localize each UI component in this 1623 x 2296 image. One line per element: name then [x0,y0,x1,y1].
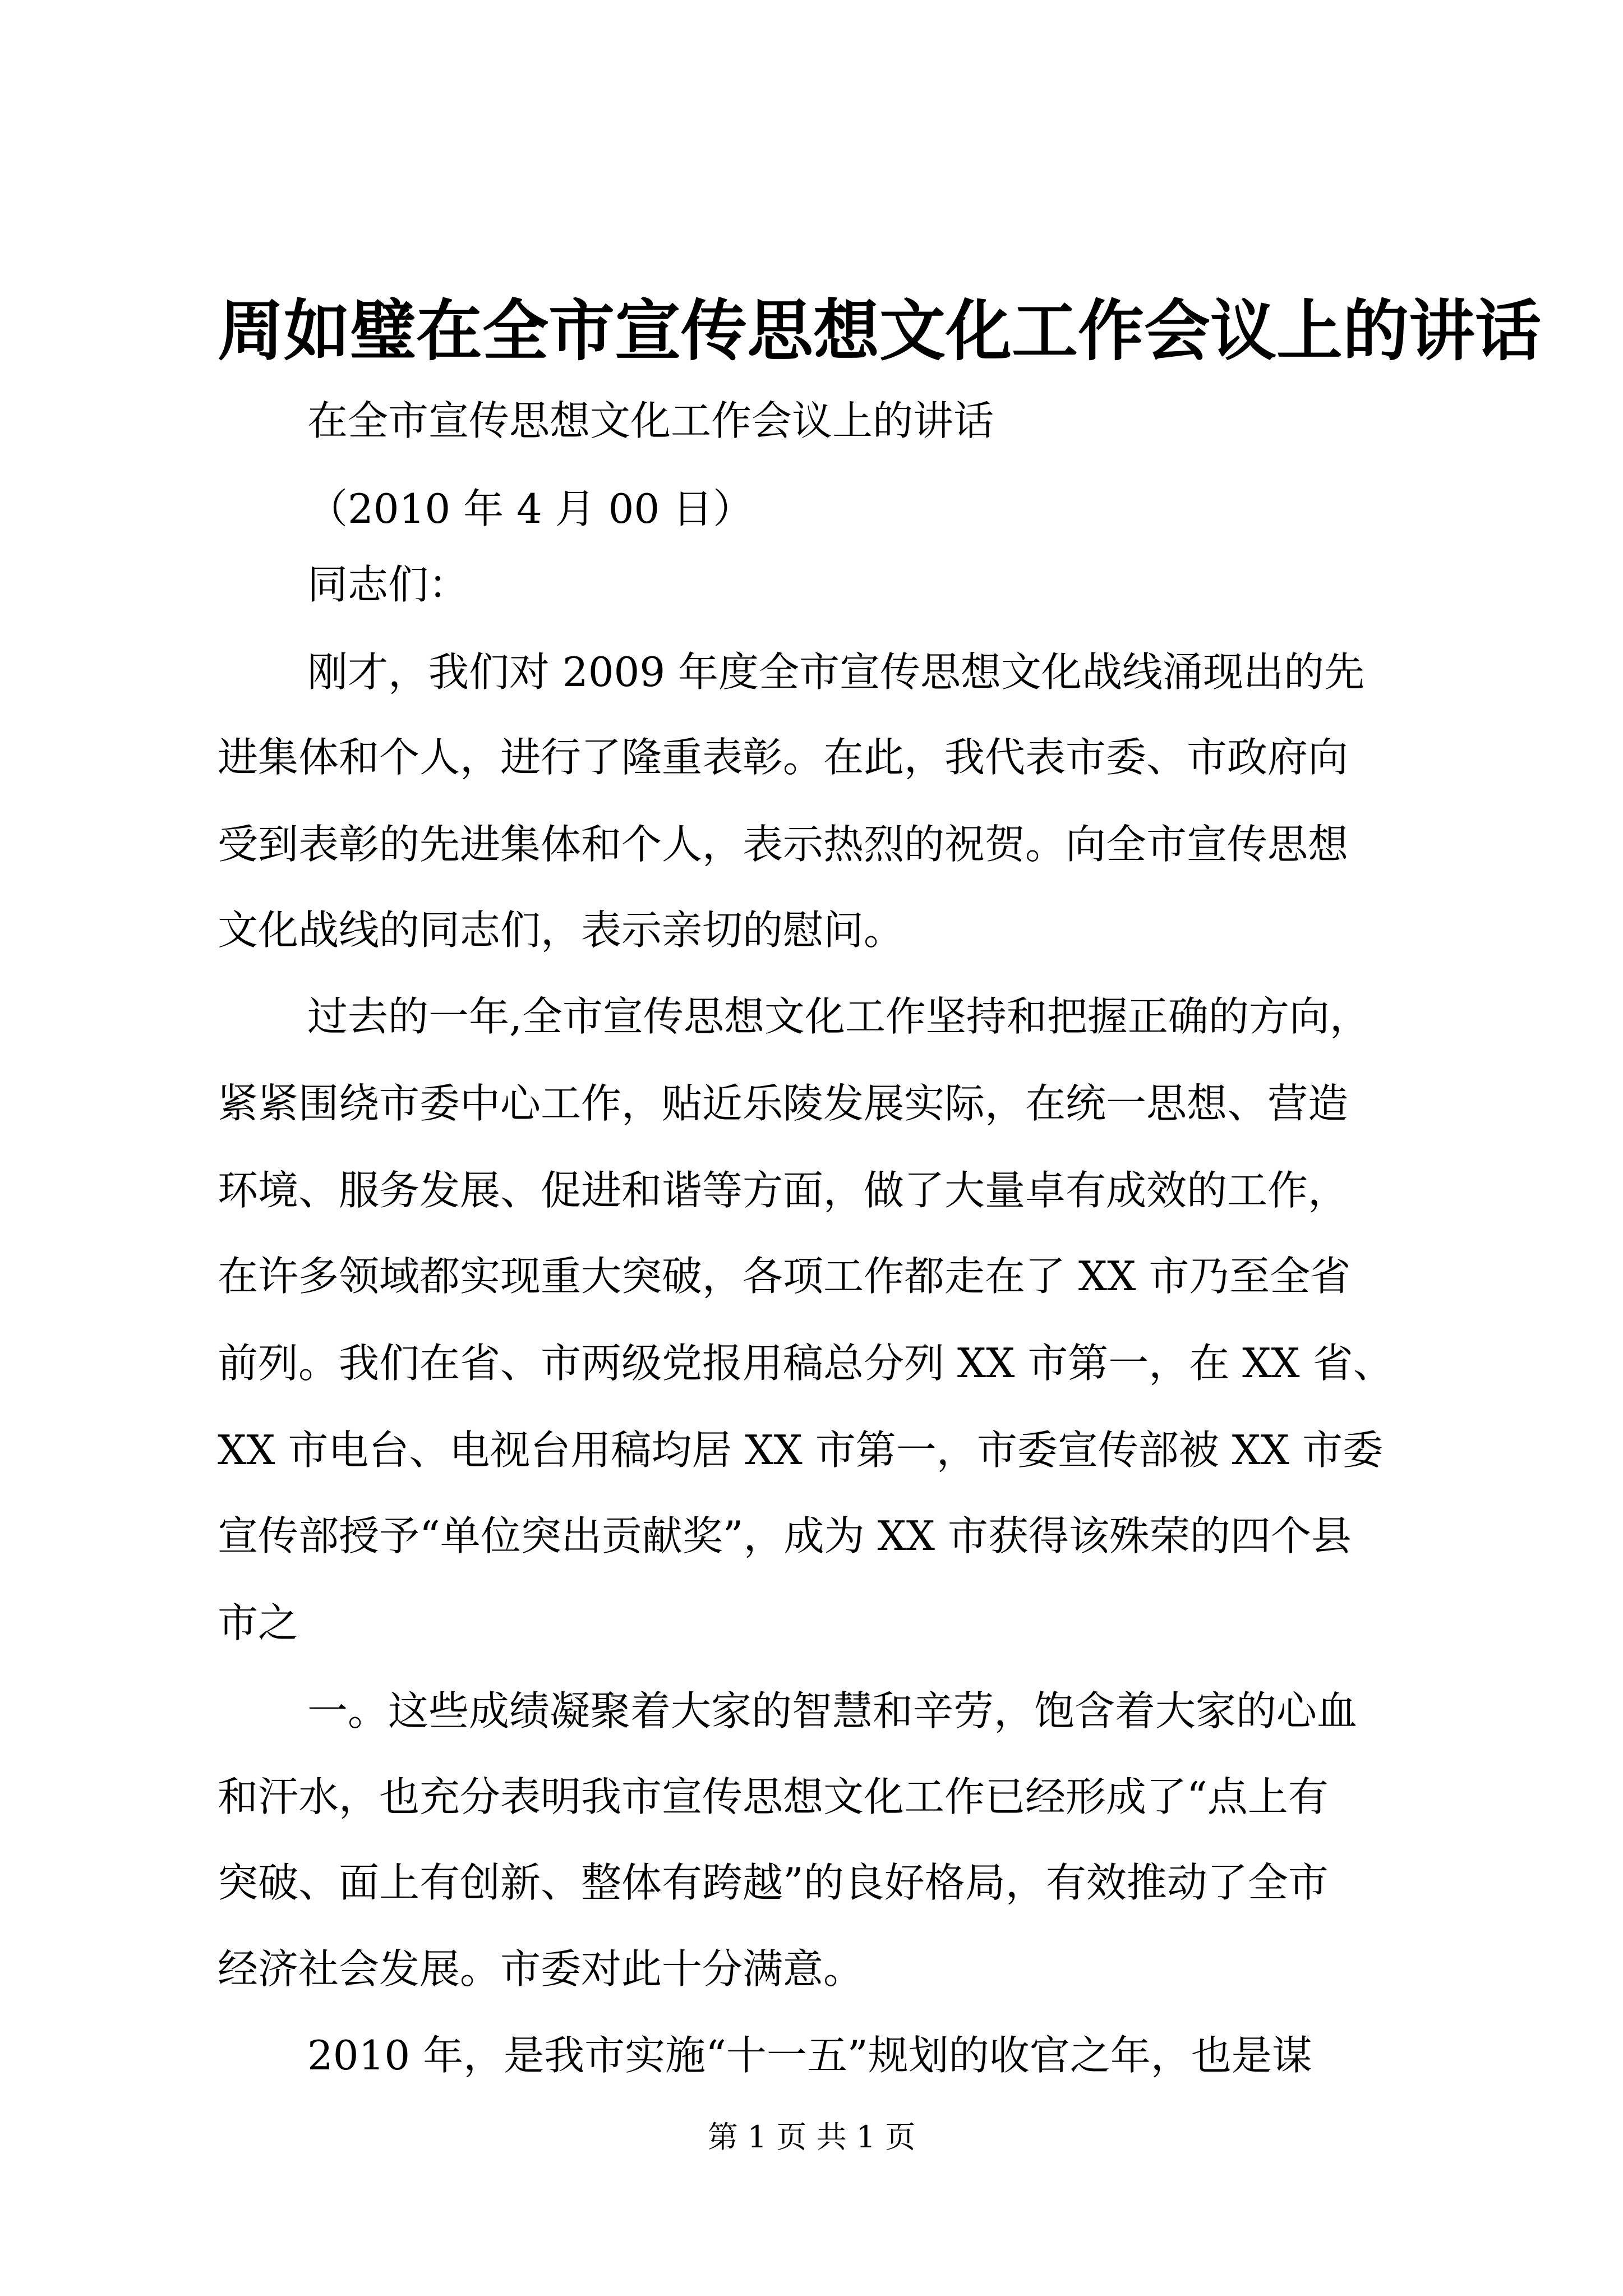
body-line: 宣传部授予“单位突出贡献奖”，成为 XX 市获得该殊荣的四个县 [218,1512,1352,1559]
body-line: 突破、面上有创新、整体有跨越”的良好格局，有效推动了全市 [218,1859,1329,1906]
body-line: 和汗水，也充分表明我市宣传思想文化工作已经形成了“点上有 [218,1773,1329,1820]
page-footer: 第 1 页 共 1 页 [707,2119,916,2155]
body-line: XX 市电台、电视台用稿均居 XX 市第一，市委宣传部被 XX 市委 [218,1427,1383,1474]
date-line: （2010 年 4 月 00 日） [307,485,754,532]
body-line: 进集体和个人，进行了隆重表彰。在此，我代表市委、市政府向 [218,734,1349,781]
salutation: 同志们： [307,561,469,608]
body-line: 前列。我们在省、市两级党报用稿总分列 XX 市第一，在 XX 省、 [218,1340,1394,1387]
body-line: 在许多领域都实现重大突破，各项工作都走在了 XX 市乃至全省 [218,1253,1351,1300]
document-title: 周如璧在全市宣传思想文化工作会议上的讲话 [218,292,1542,370]
body-line: 受到表彰的先进集体和个人，表示热烈的祝贺。向全市宣传思想 [218,821,1349,868]
body-line: 环境、服务发展、促进和谐等方面，做了大量卓有成效的工作， [218,1167,1349,1214]
body-line: 经济社会发展。市委对此十分满意。 [218,1945,864,1993]
body-line: 文化战线的同志们，表示亲切的慰问。 [218,907,905,954]
body-line: 市之 [218,1599,299,1646]
body-line: 一。这些成绩凝聚着大家的智慧和辛劳，饱含着大家的心血 [307,1687,1358,1734]
body-line: 紧紧围绕市委中心工作，贴近乐陵发展实际，在统一思想、营造 [218,1080,1349,1127]
body-line: 过去的一年,全市宣传思想文化工作坚持和把握正确的方向， [307,993,1370,1040]
body-line: 刚才，我们对 2009 年度全市宣传思想文化战线涌现出的先 [307,648,1365,696]
body-line: 2010 年，是我市实施“十一五”规划的收官之年，也是谋 [307,2032,1312,2079]
subtitle: 在全市宣传思想文化工作会议上的讲话 [307,397,994,444]
